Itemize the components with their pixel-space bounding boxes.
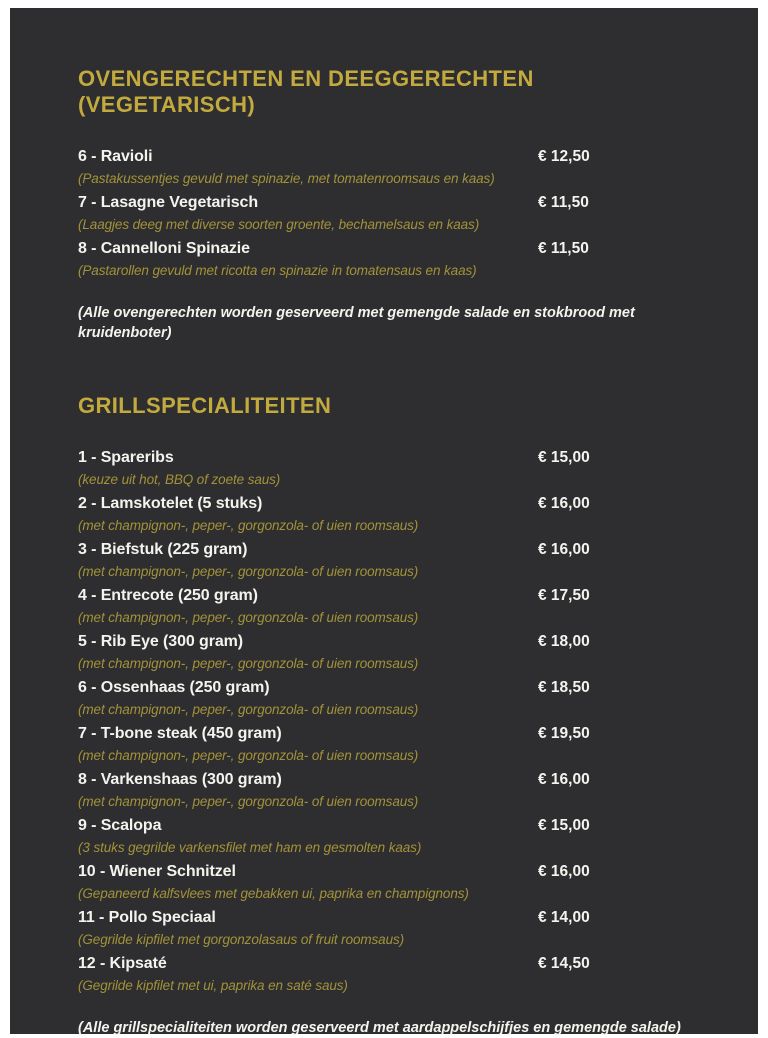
item-description: (Pastakussentjes gevuld met spinazie, met tomatenroomsaus en kaas)	[78, 171, 495, 186]
item-name: 8 - Cannelloni Spinazie	[78, 240, 250, 257]
item-price: € 19,50	[538, 725, 590, 742]
item-description: (Gegrilde kipfilet met gorgonzolasaus of fruit roomsaus)	[78, 932, 405, 947]
item-description: (keuze uit hot, BBQ of zoete saus)	[78, 472, 281, 487]
item-name: 2 - Lamskotelet (5 stuks)	[78, 495, 263, 512]
item-description: (met champignon-, peper-, gorgonzola- of uien roomsaus)	[78, 518, 419, 533]
menu-item	[78, 236, 698, 281]
section-title: GRILLSPECIALITEITEN	[78, 393, 332, 418]
item-description: (Gepaneerd kalfsvlees met gebakken ui, paprika en champignons)	[78, 886, 469, 901]
item-price: € 14,00	[538, 909, 590, 926]
item-name: 3 - Biefstuk (225 gram)	[78, 541, 248, 558]
item-name: 1 - Spareribs	[78, 449, 174, 466]
item-description: (met champignon-, peper-, gorgonzola- of uien roomsaus)	[78, 656, 419, 671]
item-description: (met champignon-, peper-, gorgonzola- of uien roomsaus)	[78, 794, 419, 809]
menu-item	[78, 537, 698, 582]
menu-item	[78, 583, 698, 628]
item-price: € 12,50	[538, 148, 590, 165]
item-price: € 15,00	[538, 817, 590, 834]
item-description: (Pastarollen gevuld met ricotta en spinazie in tomatensaus en kaas)	[78, 263, 477, 278]
menu-item	[78, 675, 698, 720]
item-price: € 14,50	[538, 955, 590, 972]
item-name: 12 - Kipsaté	[78, 955, 167, 972]
item-price: € 11,50	[538, 194, 589, 211]
item-price: € 11,50	[538, 240, 589, 257]
item-name: 7 - T-bone steak (450 gram)	[78, 725, 282, 742]
item-price: € 16,00	[538, 495, 590, 512]
item-name: 8 - Varkenshaas (300 gram)	[78, 771, 282, 788]
item-price: € 15,00	[538, 449, 590, 466]
item-price: € 18,00	[538, 633, 590, 650]
item-name: 4 - Entrecote (250 gram)	[78, 587, 258, 604]
item-name: 6 - Ravioli	[78, 148, 153, 165]
section-grillspecialiteiten	[78, 393, 698, 1038]
item-name: 10 - Wiener Schnitzel	[78, 863, 236, 880]
item-name: 9 - Scalopa	[78, 817, 162, 834]
menu-item	[78, 859, 698, 904]
item-description: (met champignon-, peper-, gorgonzola- of uien roomsaus)	[78, 702, 419, 717]
item-name: 11 - Pollo Speciaal	[78, 909, 216, 926]
menu-item	[78, 629, 698, 674]
item-description: (met champignon-, peper-, gorgonzola- of uien roomsaus)	[78, 564, 419, 579]
item-name: 7 - Lasagne Vegetarisch	[78, 194, 259, 211]
item-price: € 17,50	[538, 587, 590, 604]
item-price: € 18,50	[538, 679, 590, 696]
menu-item	[78, 491, 698, 536]
menu-item	[78, 767, 698, 812]
item-price: € 16,00	[538, 863, 590, 880]
menu-page	[10, 8, 758, 1034]
section-note: (Alle ovengerechten worden geserveerd met gemengde salade en stokbrood met kruidenboter)	[78, 305, 635, 341]
item-name: 5 - Rib Eye (300 gram)	[78, 633, 243, 650]
item-price: € 16,00	[538, 541, 590, 558]
item-name: 6 - Ossenhaas (250 gram)	[78, 679, 270, 696]
menu-item	[78, 144, 698, 189]
section-note: (Alle grillspecialiteiten worden geserveerd met aardappelschijfjes en gemengde salade)	[78, 1020, 681, 1036]
item-price: € 16,00	[538, 771, 590, 788]
menu-item	[78, 813, 698, 858]
item-description: (met champignon-, peper-, gorgonzola- of uien roomsaus)	[78, 748, 419, 763]
section-title: OVENGERECHTEN EN DEEGGERECHTEN (VEGETARISCH)	[78, 66, 534, 117]
menu-item	[78, 721, 698, 766]
menu-item	[78, 445, 698, 490]
item-description: (3 stuks gegrilde varkensfilet met ham en gesmolten kaas)	[78, 840, 422, 855]
item-description: (met champignon-, peper-, gorgonzola- of uien roomsaus)	[78, 610, 419, 625]
item-description: (Laagjes deeg met diverse soorten groente, bechamelsaus en kaas)	[78, 217, 480, 232]
section-ovengerechten	[78, 66, 698, 343]
menu-item	[78, 190, 698, 235]
item-description: (Gegrilde kipfilet met ui, paprika en saté saus)	[78, 978, 348, 993]
menu-item	[78, 951, 698, 996]
menu-item	[78, 905, 698, 950]
